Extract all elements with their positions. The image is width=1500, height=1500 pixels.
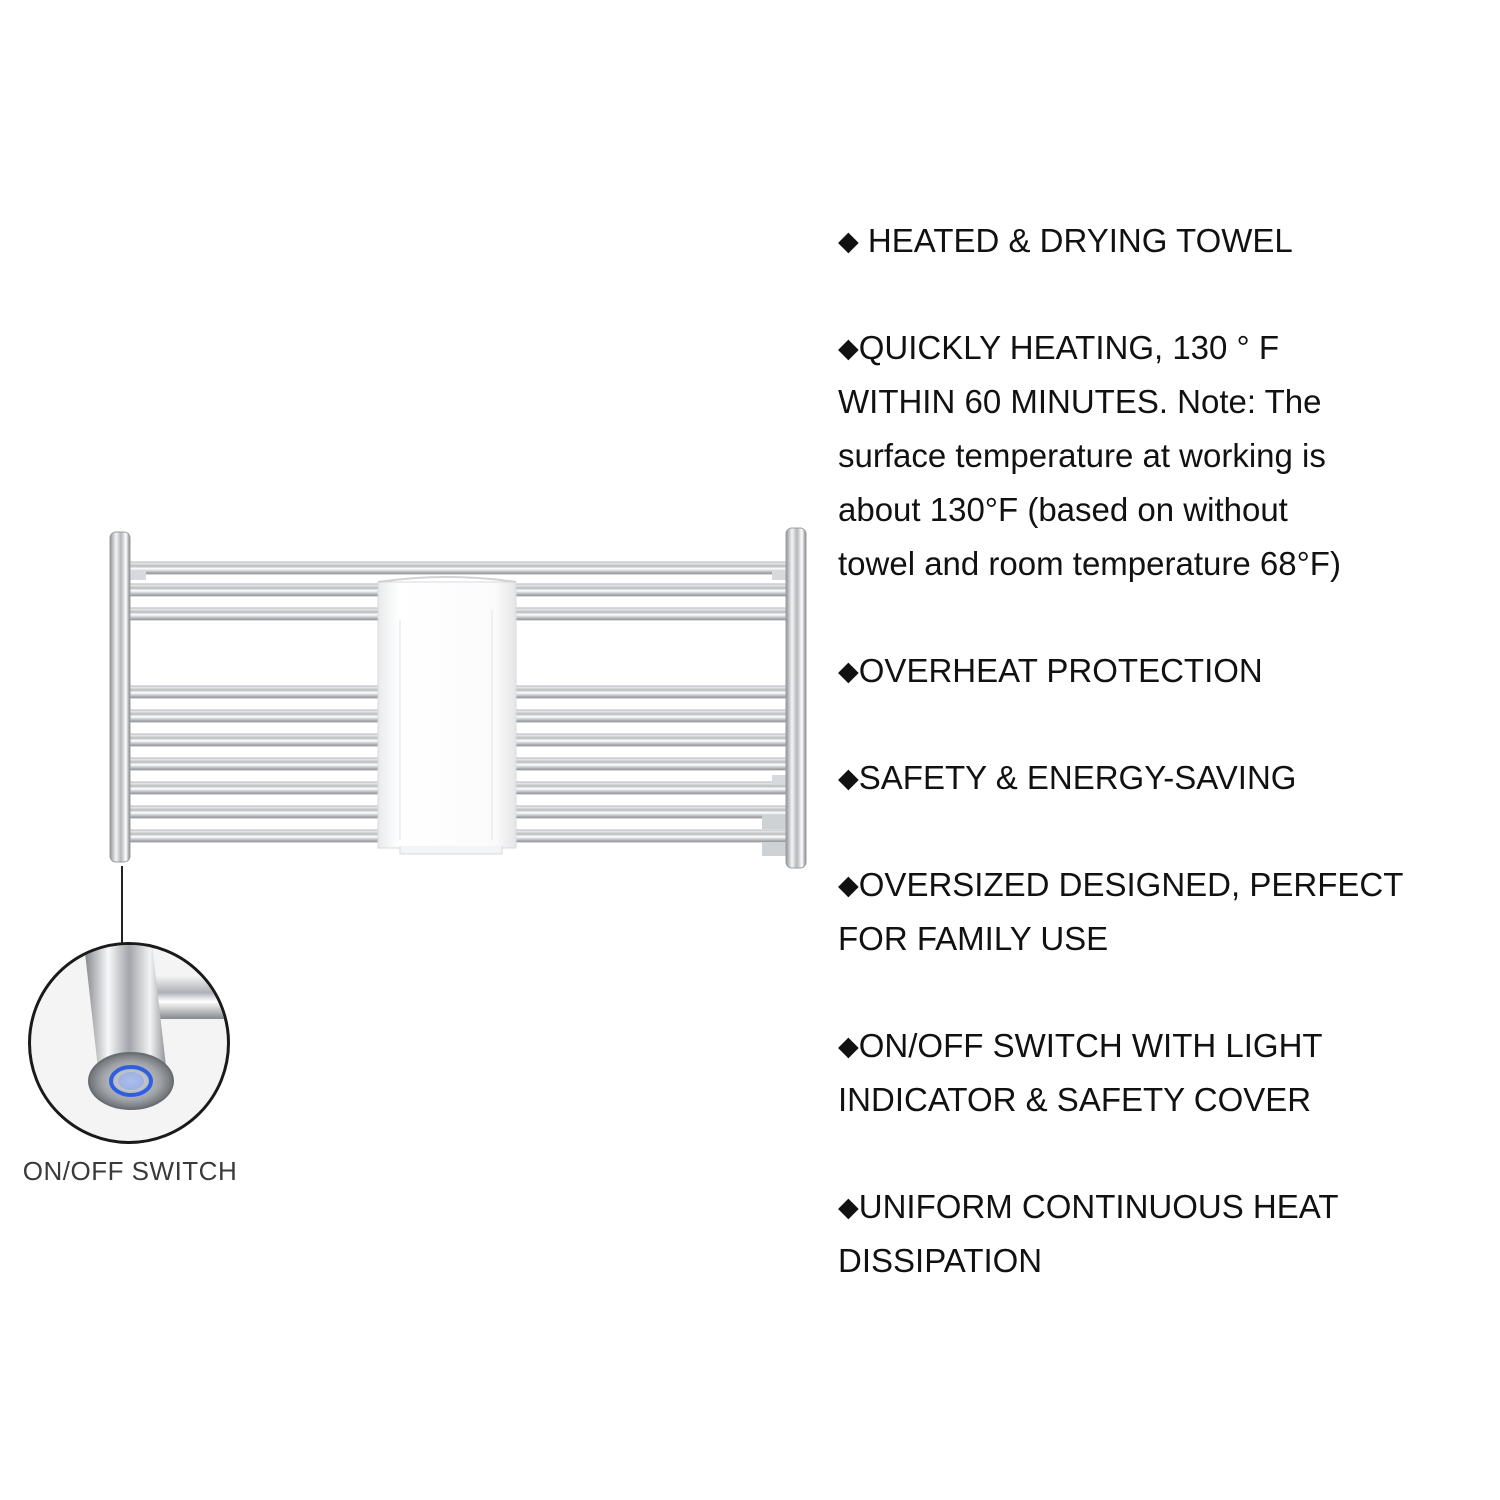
feature-list xyxy=(838,214,1438,1288)
feature-text: UNIFORM CONTINUOUS HEAT DISSIPATION xyxy=(838,1188,1339,1279)
diamond-bullet-icon: ◆ xyxy=(838,226,859,256)
switch-caption: ON/OFF SWITCH xyxy=(22,1156,238,1186)
feature-item xyxy=(838,1019,1438,1127)
wall-bracket xyxy=(762,842,788,856)
feature-text: SAFETY & ENERGY-SAVING xyxy=(858,759,1297,796)
wall-bracket xyxy=(130,570,146,580)
feature-text: ON/OFF SWITCH WITH LIGHT INDICATOR & SAFETY COVER xyxy=(838,1027,1323,1118)
diamond-bullet-icon: ◆ xyxy=(838,656,859,686)
diamond-bullet-icon: ◆ xyxy=(838,870,859,900)
towel-rack-illustration xyxy=(100,520,820,880)
feature-text: QUICKLY HEATING, 130 ° F WITHIN 60 MINUTES. Note: The surface temperature at working is about 130°F (based on without towel and room temperature 68°F) xyxy=(838,329,1341,582)
diamond-bullet-icon: ◆ xyxy=(838,1192,859,1222)
feature-item xyxy=(838,214,1438,268)
towel-rack-icon xyxy=(100,520,820,880)
left-post xyxy=(110,532,130,862)
right-post xyxy=(786,528,806,868)
towel xyxy=(378,577,516,854)
feature-item xyxy=(838,1180,1438,1288)
feature-item xyxy=(838,321,1438,591)
feature-text: HEATED & DRYING TOWEL xyxy=(858,222,1293,259)
feature-item xyxy=(838,644,1438,698)
switch-zoom-circle xyxy=(28,942,230,1144)
feature-item xyxy=(838,751,1438,805)
feature-text: OVERSIZED DESIGNED, PERFECT FOR FAMILY USE xyxy=(838,866,1404,957)
diamond-bullet-icon: ◆ xyxy=(838,763,859,793)
rack-bar xyxy=(124,562,792,574)
callout-line xyxy=(121,866,123,944)
diamond-bullet-icon: ◆ xyxy=(838,1031,859,1061)
feature-item xyxy=(838,858,1438,966)
wall-bracket xyxy=(762,815,788,829)
power-switch-icon xyxy=(31,945,227,1141)
diamond-bullet-icon: ◆ xyxy=(838,333,859,363)
feature-text: OVERHEAT PROTECTION xyxy=(858,652,1263,689)
